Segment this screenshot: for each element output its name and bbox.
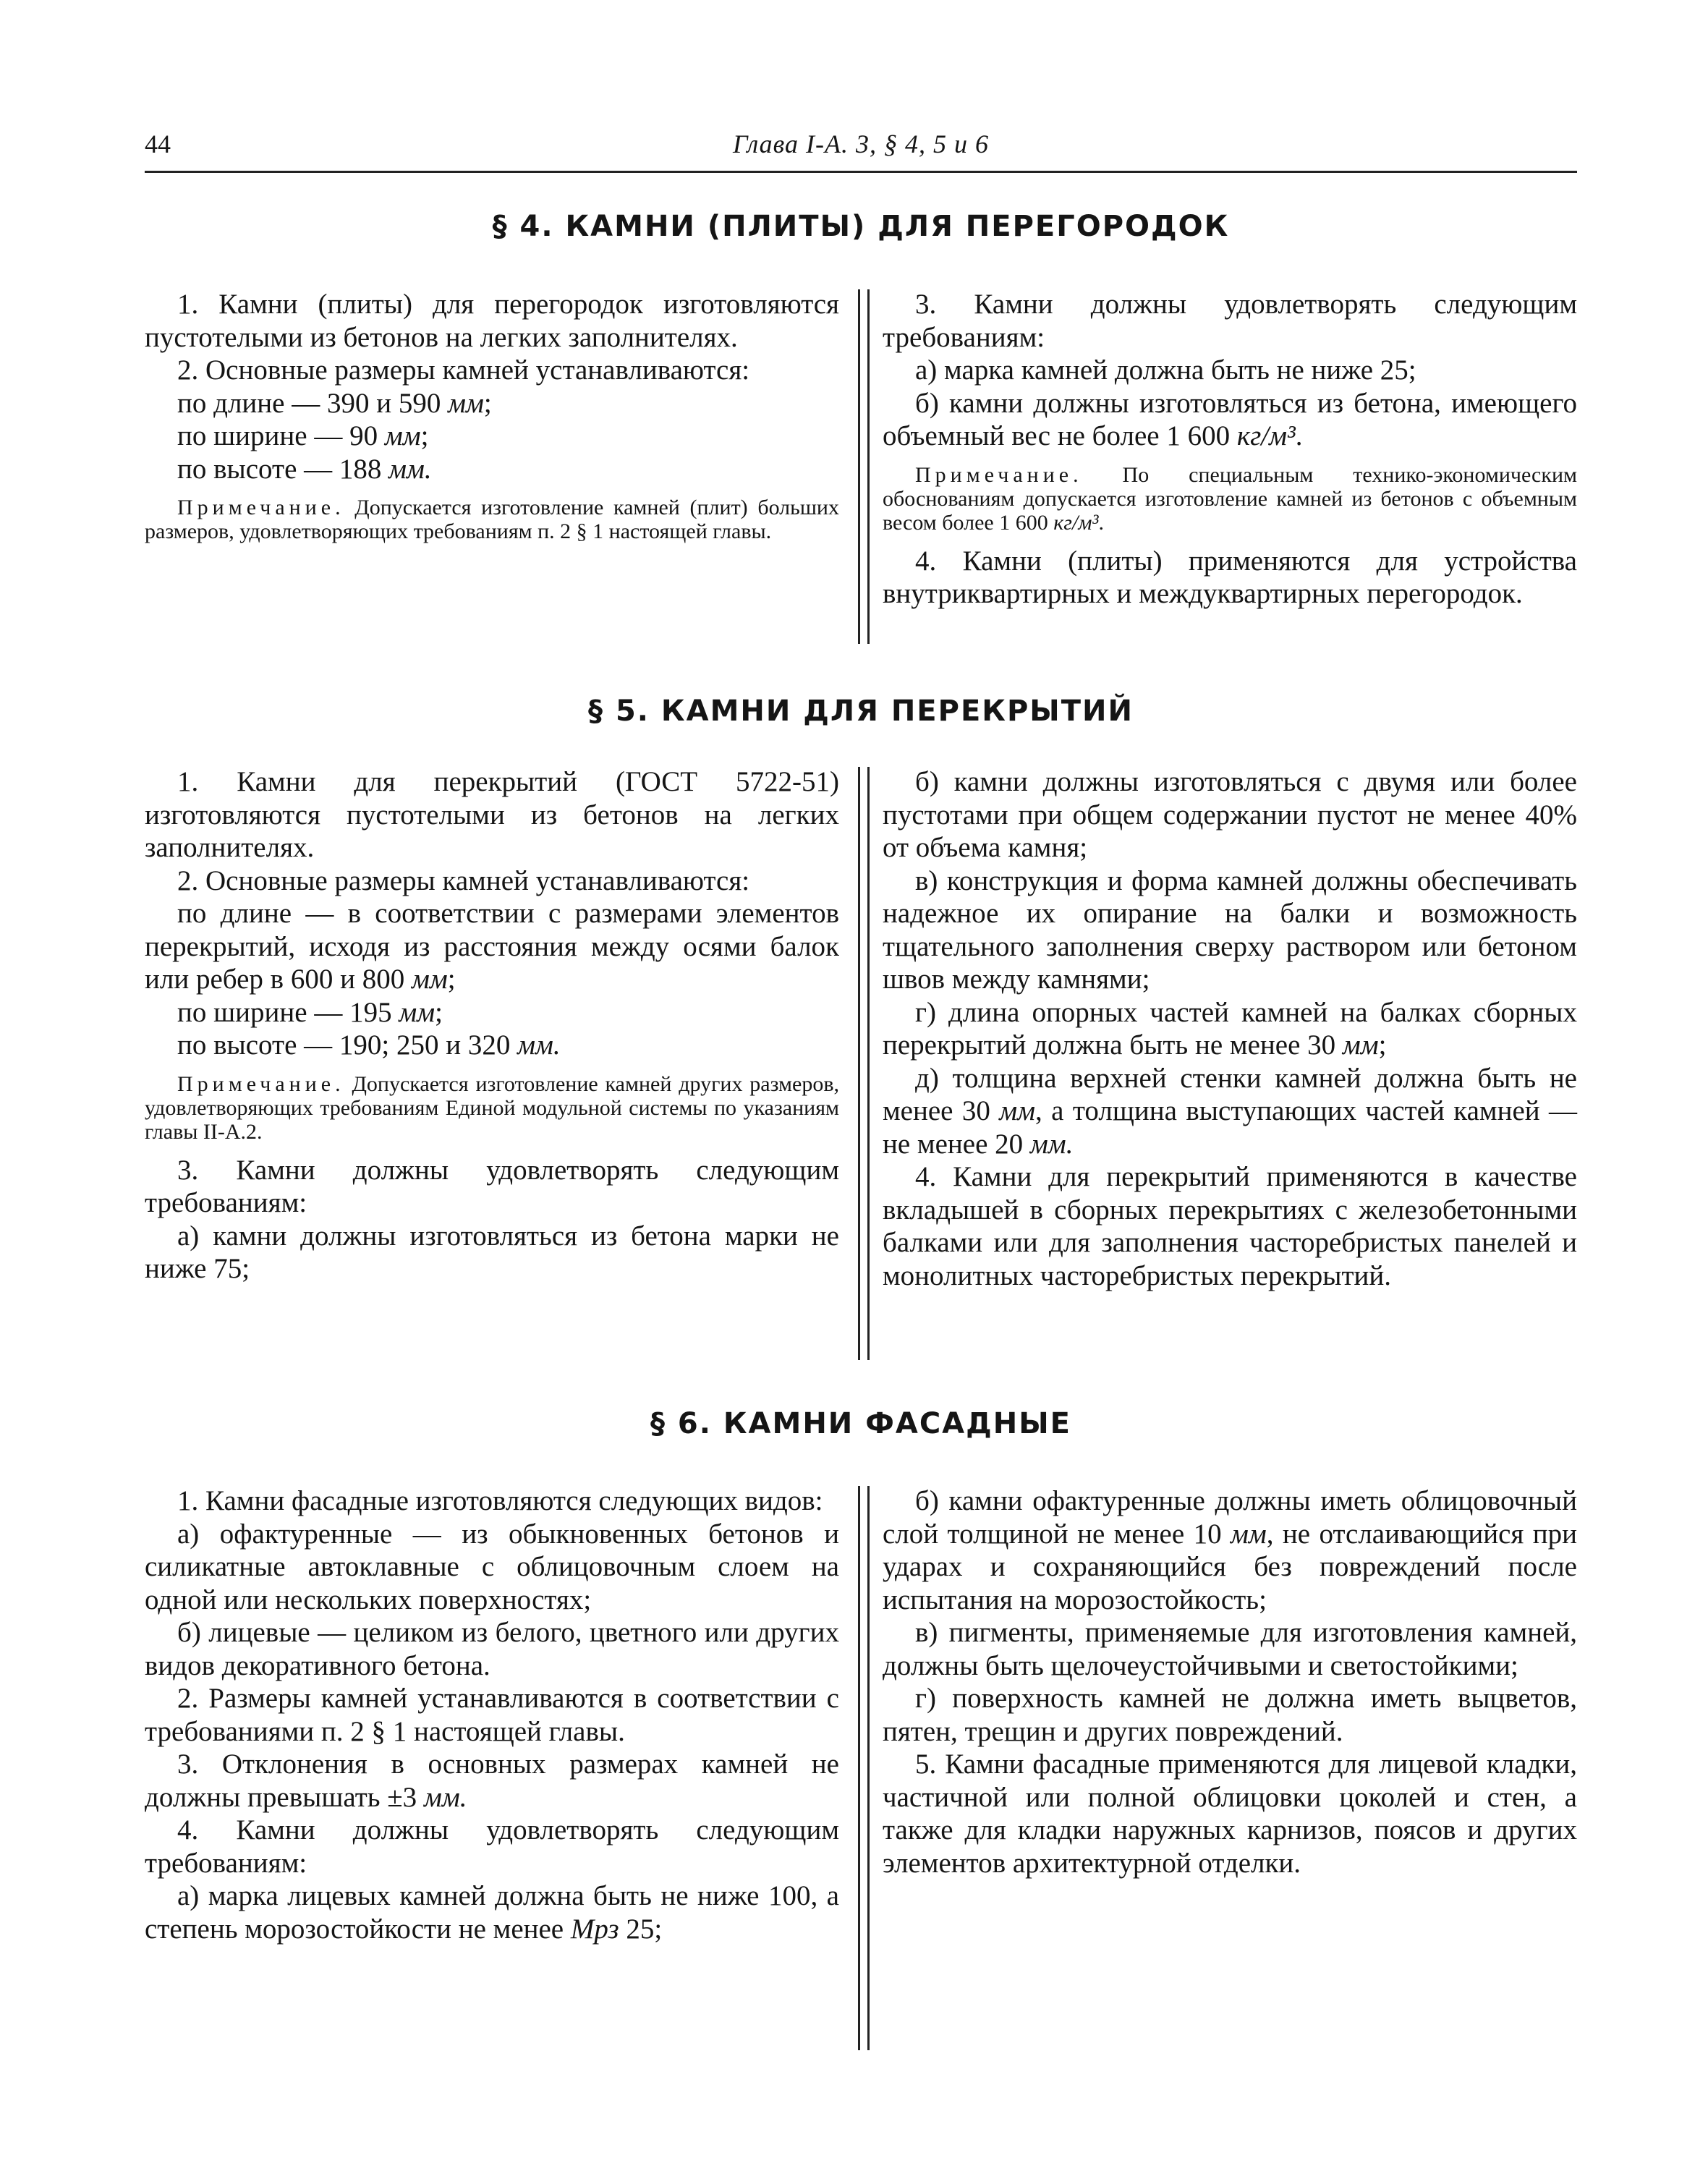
paragraph: 3. Камни должны удовлетворять следующим требованиям: [145, 1154, 839, 1218]
dimension-line: по ширине — 195 мм; [177, 996, 443, 1028]
paragraph: 1. Камни фасадные изготовляются следующих видов: [177, 1485, 823, 1516]
page-number: 44 [145, 129, 171, 158]
section-4-right-column [883, 288, 1577, 611]
paragraph: г) длина опорных частей камней на балках сборных перекрытий должна быть не менее 30 мм; [883, 996, 1577, 1061]
running-head [145, 129, 1577, 165]
paragraph: б) лицевые — целиком из белого, цветного или других видов декоративного бетона. [145, 1617, 839, 1681]
paragraph: 4. Камни (плиты) применяются для устройства внутриквартирных и междуквартирных перегородок. [883, 545, 1577, 609]
paragraph: 4. Камни должны удовлетворять следующим требованиям: [145, 1814, 839, 1879]
paragraph: а) марка лицевых камней должна быть не ниже 100, а степень морозостойкости не менее Мрз 25; [145, 1880, 839, 1945]
section-6-left-column [145, 1484, 839, 1945]
section-6-right-column [883, 1484, 1577, 1879]
paragraph: 1. Камни для перекрытий (ГОСТ 5722-51) изготовляются пустотелыми из бетонов на легких заполнителях. [145, 766, 839, 863]
paragraph: б) камни должны изготовляться из бетона, имеющего объемный вес не более 1 600 кг/м³. [883, 387, 1577, 451]
paragraph: 2. Основные размеры камней устанавливаются: [177, 354, 750, 386]
note: Примечание. По специальным технико-экономическим обоснованиям допускается изготовление камней из бетонов с объемным весом более 1 600 кг/м³. [883, 462, 1577, 535]
column-divider [858, 289, 870, 644]
dimension-line: по высоте — 190; 250 и 320 мм. [177, 1029, 561, 1061]
section-5-right-column [883, 765, 1577, 1292]
note: Примечание. Допускается изготовление камней (плит) больших размеров, удовлетворяющих требованиям п. 2 § 1 настоящей главы. [145, 496, 839, 543]
dimension-line: по высоте — 188 мм. [177, 453, 432, 485]
paragraph: 3. Отклонения в основных размерах камней не должны превышать ±3 мм. [145, 1749, 839, 1813]
paragraph: д) толщина верхней стенки камней должна быть не менее 30 мм, а толщина выступающих частей камней — не менее 20 мм. [883, 1062, 1578, 1160]
paragraph: в) пигменты, применяемые для изготовления камней, должны быть щелочеустойчивыми и светостойкими; [883, 1617, 1577, 1681]
paragraph: а) марка камней должна быть не ниже 25; [915, 354, 1416, 386]
paragraph: 2. Размеры камней устанавливаются в соответствии с требованиями п. 2 § 1 настоящей главы. [145, 1683, 839, 1747]
paragraph: б) камни должны изготовляться с двумя или более пустотами при общем содержании пустот не менее 40% от объема камня; [883, 766, 1577, 863]
section-5-left-column [145, 765, 839, 1286]
dimension-line: по ширине — 90 мм; [177, 420, 429, 451]
paragraph: б) камни офактуренные должны иметь облицовочный слой толщиной не менее 10 мм, не отслаивающийся при ударах и сохраняющийся без повреждений после испытания на морозостойкость; [883, 1485, 1577, 1615]
dimension-line: по длине — в соответствии с размерами элементов перекрытий, исходя из расстояния между осями балок или ребер в 600 и 800 мм; [145, 898, 839, 995]
column-divider [858, 1486, 870, 2050]
paragraph: а) камни должны изготовляться из бетона марки не ниже 75; [145, 1220, 839, 1284]
section-5-title: § 5. КАМНИ ДЛЯ ПЕРЕКРЫТИЙ [588, 695, 1134, 728]
paragraph: 5. Камни фасадные применяются для лицевой кладки, частичной или полной облицовки цоколей и стен, а также для кладки наружных карнизов, поясов и других элементов архитектурной отделки. [883, 1749, 1577, 1879]
section-4-title: § 4. КАМНИ (ПЛИТЫ) ДЛЯ ПЕРЕГОРОДОК [492, 210, 1230, 243]
section-6-title: § 6. КАМНИ ФАСАДНЫЕ [650, 1407, 1072, 1440]
header-rule [145, 171, 1577, 173]
paragraph: 4. Камни для перекрытий применяются в качестве вкладышей в сборных перекрытиях с железобетонными балками или для заполнения часторебристых панелей и монолитных часторебристых перекрытий. [883, 1161, 1577, 1291]
section-4-left-column [145, 288, 839, 553]
chapter-reference: Глава I-A. 3, § 4, 5 и 6 [732, 129, 990, 158]
document-page [145, 0, 1577, 2179]
paragraph: 3. Камни должны удовлетворять следующим требованиям: [883, 289, 1577, 353]
paragraph: 1. Камни (плиты) для перегородок изготовляются пустотелыми из бетонов на легких заполнителях. [145, 289, 839, 353]
dimension-line: по длине — 390 и 590 мм; [177, 387, 492, 419]
note: Примечание. Допускается изготовление камней других размеров, удовлетворяющих требованиям Единой модульной системы по указаниям главы II-A.2. [145, 1071, 839, 1144]
paragraph: г) поверхность камней не должна иметь выцветов, пятен, трещин и других повреждений. [883, 1683, 1577, 1747]
paragraph: а) офактуренные — из обыкновенных бетонов и силикатные автоклавные с облицовочным слоем на одной или нескольких поверхностях; [145, 1518, 839, 1615]
paragraph: в) конструкция и форма камней должны обеспечивать надежное их опирание на балки и возможность тщательного заполнения сверху раствором или бетоном швов между камнями; [883, 865, 1577, 995]
paragraph: 2. Основные размеры камней устанавливаются: [177, 865, 750, 896]
column-divider [858, 767, 870, 1360]
